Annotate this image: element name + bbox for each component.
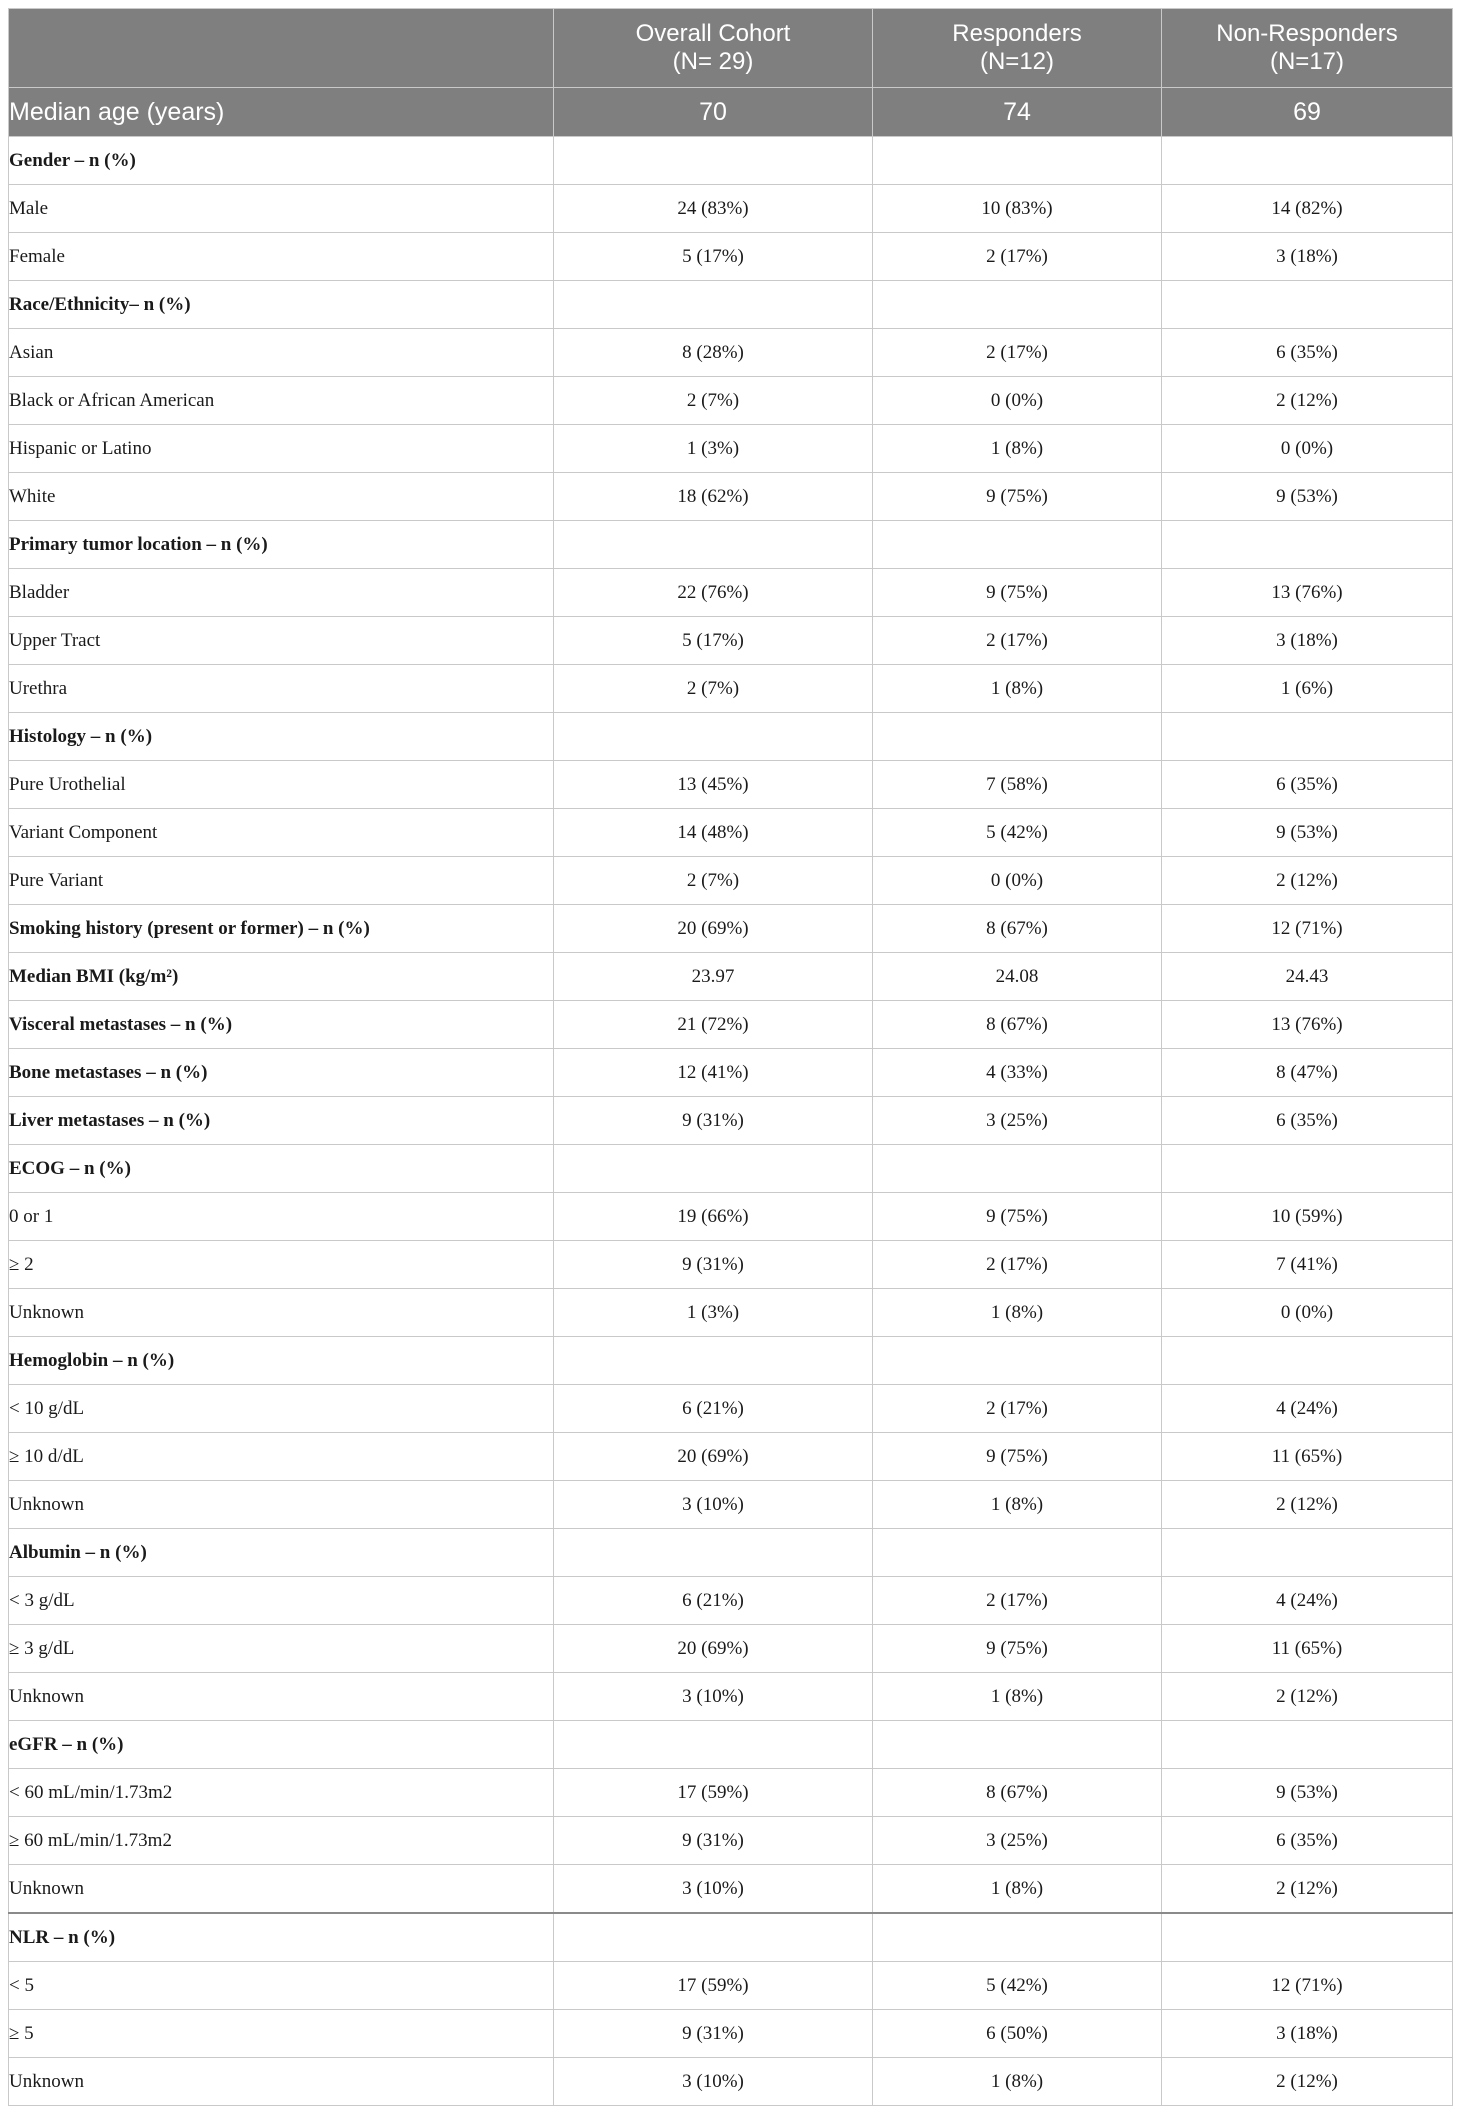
overall-cohort-cell: 1 (3%) xyxy=(554,425,873,473)
non-responders-cell: 24.43 xyxy=(1162,953,1453,1001)
overall-cohort-cell: 1 (3%) xyxy=(554,1289,873,1337)
median-age-label: Median age (years) xyxy=(9,88,554,137)
table-row xyxy=(9,761,1453,809)
overall-cohort-cell: 20 (69%) xyxy=(554,1625,873,1673)
overall-cohort-cell: 8 (28%) xyxy=(554,329,873,377)
non-responders-cell: 9 (53%) xyxy=(1162,809,1453,857)
responders-cell: 2 (17%) xyxy=(873,233,1162,281)
section-row xyxy=(9,1337,1453,1385)
overall-cohort-cell: 24 (83%) xyxy=(554,185,873,233)
responders-cell xyxy=(873,1913,1162,1962)
table-row xyxy=(9,665,1453,713)
row-label: Pure Variant xyxy=(9,857,554,905)
section-row xyxy=(9,1001,1453,1049)
overall-cohort-cell xyxy=(554,1529,873,1577)
header-responders-n: (N=12) xyxy=(979,48,1055,75)
median-age-row xyxy=(9,88,1453,137)
row-label: Asian xyxy=(9,329,554,377)
overall-cohort-cell: 3 (10%) xyxy=(554,1865,873,1914)
responders-cell: 9 (75%) xyxy=(873,1193,1162,1241)
non-responders-cell: 4 (24%) xyxy=(1162,1385,1453,1433)
overall-cohort-cell: 9 (31%) xyxy=(554,1241,873,1289)
non-responders-cell: 2 (12%) xyxy=(1162,1481,1453,1529)
non-responders-cell: 2 (12%) xyxy=(1162,377,1453,425)
responders-cell: 0 (0%) xyxy=(873,857,1162,905)
non-responders-cell: 10 (59%) xyxy=(1162,1193,1453,1241)
non-responders-cell: 3 (18%) xyxy=(1162,617,1453,665)
row-label: Upper Tract xyxy=(9,617,554,665)
responders-cell xyxy=(873,713,1162,761)
table-row xyxy=(9,1865,1453,1914)
responders-cell: 7 (58%) xyxy=(873,761,1162,809)
table-row xyxy=(9,425,1453,473)
non-responders-cell xyxy=(1162,1145,1453,1193)
row-label: Male xyxy=(9,185,554,233)
header-cell-overall-cohort xyxy=(554,9,873,88)
non-responders-cell: 1 (6%) xyxy=(1162,665,1453,713)
table-row xyxy=(9,2010,1453,2058)
overall-cohort-cell xyxy=(554,521,873,569)
table-row xyxy=(9,1241,1453,1289)
overall-cohort-cell: 19 (66%) xyxy=(554,1193,873,1241)
non-responders-cell: 9 (53%) xyxy=(1162,473,1453,521)
table-row xyxy=(9,233,1453,281)
table-row xyxy=(9,329,1453,377)
row-label: Primary tumor location – n (%) xyxy=(9,521,554,569)
responders-cell: 1 (8%) xyxy=(873,425,1162,473)
non-responders-cell: 13 (76%) xyxy=(1162,569,1453,617)
row-label: Variant Component xyxy=(9,809,554,857)
header-cell-label xyxy=(9,9,554,88)
section-row xyxy=(9,1097,1453,1145)
row-label: Unknown xyxy=(9,1865,554,1914)
overall-cohort-cell: 13 (45%) xyxy=(554,761,873,809)
header-cell-responders xyxy=(873,9,1162,88)
table-body xyxy=(9,137,1453,2106)
table-row xyxy=(9,1385,1453,1433)
responders-cell: 1 (8%) xyxy=(873,2058,1162,2106)
non-responders-cell xyxy=(1162,1721,1453,1769)
table-row xyxy=(9,1769,1453,1817)
non-responders-cell xyxy=(1162,1337,1453,1385)
non-responders-cell xyxy=(1162,1529,1453,1577)
non-responders-cell: 11 (65%) xyxy=(1162,1625,1453,1673)
responders-cell xyxy=(873,521,1162,569)
table-row xyxy=(9,1817,1453,1865)
overall-cohort-cell: 14 (48%) xyxy=(554,809,873,857)
table-row xyxy=(9,1962,1453,2010)
overall-cohort-cell: 2 (7%) xyxy=(554,665,873,713)
row-label: Black or African American xyxy=(9,377,554,425)
non-responders-cell: 6 (35%) xyxy=(1162,761,1453,809)
row-label: < 3 g/dL xyxy=(9,1577,554,1625)
section-row xyxy=(9,1721,1453,1769)
responders-cell: 2 (17%) xyxy=(873,1385,1162,1433)
overall-cohort-cell: 9 (31%) xyxy=(554,1817,873,1865)
row-label: < 5 xyxy=(9,1962,554,2010)
row-label: Visceral metastases – n (%) xyxy=(9,1001,554,1049)
non-responders-cell: 14 (82%) xyxy=(1162,185,1453,233)
responders-cell: 4 (33%) xyxy=(873,1049,1162,1097)
header-non-responders-n: (N=17) xyxy=(1269,48,1345,75)
overall-cohort-cell: 12 (41%) xyxy=(554,1049,873,1097)
overall-cohort-cell: 9 (31%) xyxy=(554,2010,873,2058)
responders-cell xyxy=(873,1337,1162,1385)
responders-cell: 5 (42%) xyxy=(873,809,1162,857)
row-label: eGFR – n (%) xyxy=(9,1721,554,1769)
responders-cell: 1 (8%) xyxy=(873,1481,1162,1529)
responders-cell: 0 (0%) xyxy=(873,377,1162,425)
header-cell-non-responders xyxy=(1162,9,1453,88)
median-age-overall: 70 xyxy=(554,88,873,137)
responders-cell: 9 (75%) xyxy=(873,1433,1162,1481)
row-label: Pure Urothelial xyxy=(9,761,554,809)
responders-cell: 2 (17%) xyxy=(873,1577,1162,1625)
non-responders-cell: 2 (12%) xyxy=(1162,857,1453,905)
row-label: Smoking history (present or former) – n (%) xyxy=(9,905,554,953)
non-responders-cell: 4 (24%) xyxy=(1162,1577,1453,1625)
non-responders-cell xyxy=(1162,1913,1453,1962)
responders-cell xyxy=(873,137,1162,185)
table-row xyxy=(9,857,1453,905)
median-age-responders: 74 xyxy=(873,88,1162,137)
section-row xyxy=(9,1913,1453,1962)
non-responders-cell: 2 (12%) xyxy=(1162,2058,1453,2106)
responders-cell: 3 (25%) xyxy=(873,1097,1162,1145)
overall-cohort-cell: 3 (10%) xyxy=(554,1673,873,1721)
header-overall-n: (N= 29) xyxy=(672,48,754,75)
row-label: Albumin – n (%) xyxy=(9,1529,554,1577)
table-row xyxy=(9,377,1453,425)
overall-cohort-cell xyxy=(554,1721,873,1769)
row-label: Unknown xyxy=(9,2058,554,2106)
table-row xyxy=(9,1625,1453,1673)
responders-cell: 5 (42%) xyxy=(873,1962,1162,2010)
overall-cohort-cell xyxy=(554,137,873,185)
responders-cell xyxy=(873,1721,1162,1769)
row-label: ≥ 2 xyxy=(9,1241,554,1289)
row-label: ECOG – n (%) xyxy=(9,1145,554,1193)
non-responders-cell: 7 (41%) xyxy=(1162,1241,1453,1289)
row-label: Bladder xyxy=(9,569,554,617)
non-responders-cell xyxy=(1162,521,1453,569)
row-label: 0 or 1 xyxy=(9,1193,554,1241)
overall-cohort-cell: 5 (17%) xyxy=(554,617,873,665)
non-responders-cell: 13 (76%) xyxy=(1162,1001,1453,1049)
responders-cell: 9 (75%) xyxy=(873,569,1162,617)
section-row xyxy=(9,1529,1453,1577)
overall-cohort-cell: 6 (21%) xyxy=(554,1385,873,1433)
non-responders-cell: 3 (18%) xyxy=(1162,2010,1453,2058)
section-row xyxy=(9,713,1453,761)
section-row xyxy=(9,953,1453,1001)
row-label: Histology – n (%) xyxy=(9,713,554,761)
overall-cohort-cell: 20 (69%) xyxy=(554,905,873,953)
row-label: Female xyxy=(9,233,554,281)
non-responders-cell: 6 (35%) xyxy=(1162,1097,1453,1145)
responders-cell: 1 (8%) xyxy=(873,1673,1162,1721)
overall-cohort-cell: 17 (59%) xyxy=(554,1962,873,2010)
non-responders-cell: 6 (35%) xyxy=(1162,329,1453,377)
responders-cell: 9 (75%) xyxy=(873,473,1162,521)
responders-cell: 6 (50%) xyxy=(873,2010,1162,2058)
overall-cohort-cell: 3 (10%) xyxy=(554,2058,873,2106)
non-responders-cell: 8 (47%) xyxy=(1162,1049,1453,1097)
responders-cell xyxy=(873,1145,1162,1193)
table-header-row xyxy=(9,9,1453,88)
table-row xyxy=(9,809,1453,857)
row-label: < 10 g/dL xyxy=(9,1385,554,1433)
overall-cohort-cell: 17 (59%) xyxy=(554,1769,873,1817)
responders-cell: 2 (17%) xyxy=(873,329,1162,377)
row-label: ≥ 5 xyxy=(9,2010,554,2058)
overall-cohort-cell: 9 (31%) xyxy=(554,1097,873,1145)
overall-cohort-cell: 2 (7%) xyxy=(554,377,873,425)
responders-cell xyxy=(873,1529,1162,1577)
header-non-responders-title: Non-Responders xyxy=(1216,20,1398,47)
overall-cohort-cell: 5 (17%) xyxy=(554,233,873,281)
section-row xyxy=(9,905,1453,953)
section-row xyxy=(9,137,1453,185)
row-label: Gender – n (%) xyxy=(9,137,554,185)
table-row xyxy=(9,1433,1453,1481)
table-row xyxy=(9,2058,1453,2106)
table-row xyxy=(9,185,1453,233)
responders-cell: 24.08 xyxy=(873,953,1162,1001)
overall-cohort-cell: 21 (72%) xyxy=(554,1001,873,1049)
responders-cell: 8 (67%) xyxy=(873,905,1162,953)
section-row xyxy=(9,1145,1453,1193)
responders-cell xyxy=(873,281,1162,329)
overall-cohort-cell: 22 (76%) xyxy=(554,569,873,617)
baseline-characteristics-table xyxy=(8,8,1453,2106)
row-label: Unknown xyxy=(9,1673,554,1721)
overall-cohort-cell: 2 (7%) xyxy=(554,857,873,905)
non-responders-cell xyxy=(1162,713,1453,761)
non-responders-cell: 3 (18%) xyxy=(1162,233,1453,281)
row-label: < 60 mL/min/1.73m2 xyxy=(9,1769,554,1817)
row-label: Urethra xyxy=(9,665,554,713)
row-label: Race/Ethnicity– n (%) xyxy=(9,281,554,329)
section-row xyxy=(9,1049,1453,1097)
overall-cohort-cell xyxy=(554,1913,873,1962)
responders-cell: 8 (67%) xyxy=(873,1001,1162,1049)
non-responders-cell: 2 (12%) xyxy=(1162,1673,1453,1721)
non-responders-cell: 11 (65%) xyxy=(1162,1433,1453,1481)
overall-cohort-cell: 18 (62%) xyxy=(554,473,873,521)
overall-cohort-cell: 20 (69%) xyxy=(554,1433,873,1481)
row-label: Unknown xyxy=(9,1481,554,1529)
table-row xyxy=(9,473,1453,521)
row-label: ≥ 3 g/dL xyxy=(9,1625,554,1673)
responders-cell: 3 (25%) xyxy=(873,1817,1162,1865)
overall-cohort-cell xyxy=(554,713,873,761)
section-row xyxy=(9,521,1453,569)
table-row xyxy=(9,569,1453,617)
row-label: Bone metastases – n (%) xyxy=(9,1049,554,1097)
row-label: Hemoglobin – n (%) xyxy=(9,1337,554,1385)
non-responders-cell xyxy=(1162,281,1453,329)
row-label: Liver metastases – n (%) xyxy=(9,1097,554,1145)
overall-cohort-cell: 3 (10%) xyxy=(554,1481,873,1529)
row-label: ≥ 10 d/dL xyxy=(9,1433,554,1481)
table-row xyxy=(9,617,1453,665)
non-responders-cell: 0 (0%) xyxy=(1162,1289,1453,1337)
table-row xyxy=(9,1673,1453,1721)
row-label: Hispanic or Latino xyxy=(9,425,554,473)
row-label: NLR – n (%) xyxy=(9,1913,554,1962)
non-responders-cell: 12 (71%) xyxy=(1162,1962,1453,2010)
overall-cohort-cell xyxy=(554,1145,873,1193)
overall-cohort-cell: 6 (21%) xyxy=(554,1577,873,1625)
row-label: White xyxy=(9,473,554,521)
responders-cell: 1 (8%) xyxy=(873,1865,1162,1914)
table-row xyxy=(9,1481,1453,1529)
responders-cell: 1 (8%) xyxy=(873,665,1162,713)
row-label: Unknown xyxy=(9,1289,554,1337)
median-age-non-responders: 69 xyxy=(1162,88,1453,137)
responders-cell: 8 (67%) xyxy=(873,1769,1162,1817)
responders-cell: 10 (83%) xyxy=(873,185,1162,233)
non-responders-cell xyxy=(1162,137,1453,185)
responders-cell: 9 (75%) xyxy=(873,1625,1162,1673)
non-responders-cell: 0 (0%) xyxy=(1162,425,1453,473)
overall-cohort-cell xyxy=(554,1337,873,1385)
section-row xyxy=(9,281,1453,329)
non-responders-cell: 12 (71%) xyxy=(1162,905,1453,953)
table-row xyxy=(9,1577,1453,1625)
header-overall-title: Overall Cohort xyxy=(635,20,791,47)
non-responders-cell: 9 (53%) xyxy=(1162,1769,1453,1817)
overall-cohort-cell xyxy=(554,281,873,329)
responders-cell: 1 (8%) xyxy=(873,1289,1162,1337)
table-row xyxy=(9,1289,1453,1337)
header-responders-title: Responders xyxy=(952,20,1082,47)
overall-cohort-cell: 23.97 xyxy=(554,953,873,1001)
non-responders-cell: 6 (35%) xyxy=(1162,1817,1453,1865)
non-responders-cell: 2 (12%) xyxy=(1162,1865,1453,1914)
responders-cell: 2 (17%) xyxy=(873,617,1162,665)
row-label: Median BMI (kg/m²) xyxy=(9,953,554,1001)
row-label: ≥ 60 mL/min/1.73m2 xyxy=(9,1817,554,1865)
table-row xyxy=(9,1193,1453,1241)
responders-cell: 2 (17%) xyxy=(873,1241,1162,1289)
